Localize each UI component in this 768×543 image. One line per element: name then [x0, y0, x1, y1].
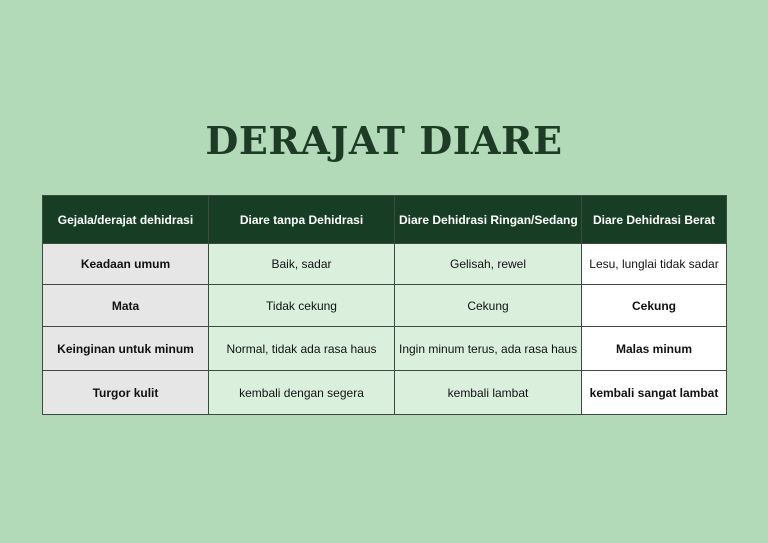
header-mild-moderate-dehydration: Diare Dehidrasi Ringan/Sedang	[395, 196, 582, 244]
dehydration-table	[42, 195, 727, 415]
header-symptom: Gejala/derajat dehidrasi	[43, 196, 209, 244]
table-cell: Ingin minum terus, ada rasa haus	[395, 327, 582, 371]
table-row	[43, 285, 727, 327]
header-no-dehydration: Diare tanpa Dehidrasi	[209, 196, 395, 244]
table-cell: Gelisah, rewel	[395, 244, 582, 285]
table-cell: Tidak cekung	[209, 285, 395, 327]
table-row	[43, 244, 727, 285]
table-cell: Malas minum	[582, 327, 727, 371]
table-cell: Normal, tidak ada rasa haus	[209, 327, 395, 371]
table-cell: kembali sangat lambat	[582, 371, 727, 415]
table-row	[43, 327, 727, 371]
row-label: Keadaan umum	[43, 244, 209, 285]
table-cell: kembali lambat	[395, 371, 582, 415]
table-header-row	[43, 196, 727, 244]
row-label: Mata	[43, 285, 209, 327]
table-cell: Baik, sadar	[209, 244, 395, 285]
table-row	[43, 371, 727, 415]
table-cell: Lesu, lunglai tidak sadar	[582, 244, 727, 285]
table-cell: kembali dengan segera	[209, 371, 395, 415]
row-label: Keinginan untuk minum	[43, 327, 209, 371]
table-cell: Cekung	[582, 285, 727, 327]
header-severe-dehydration: Diare Dehidrasi Berat	[582, 196, 727, 244]
row-label: Turgor kulit	[43, 371, 209, 415]
table-cell: Cekung	[395, 285, 582, 327]
page-title: DERAJAT DIARE	[205, 118, 563, 163]
